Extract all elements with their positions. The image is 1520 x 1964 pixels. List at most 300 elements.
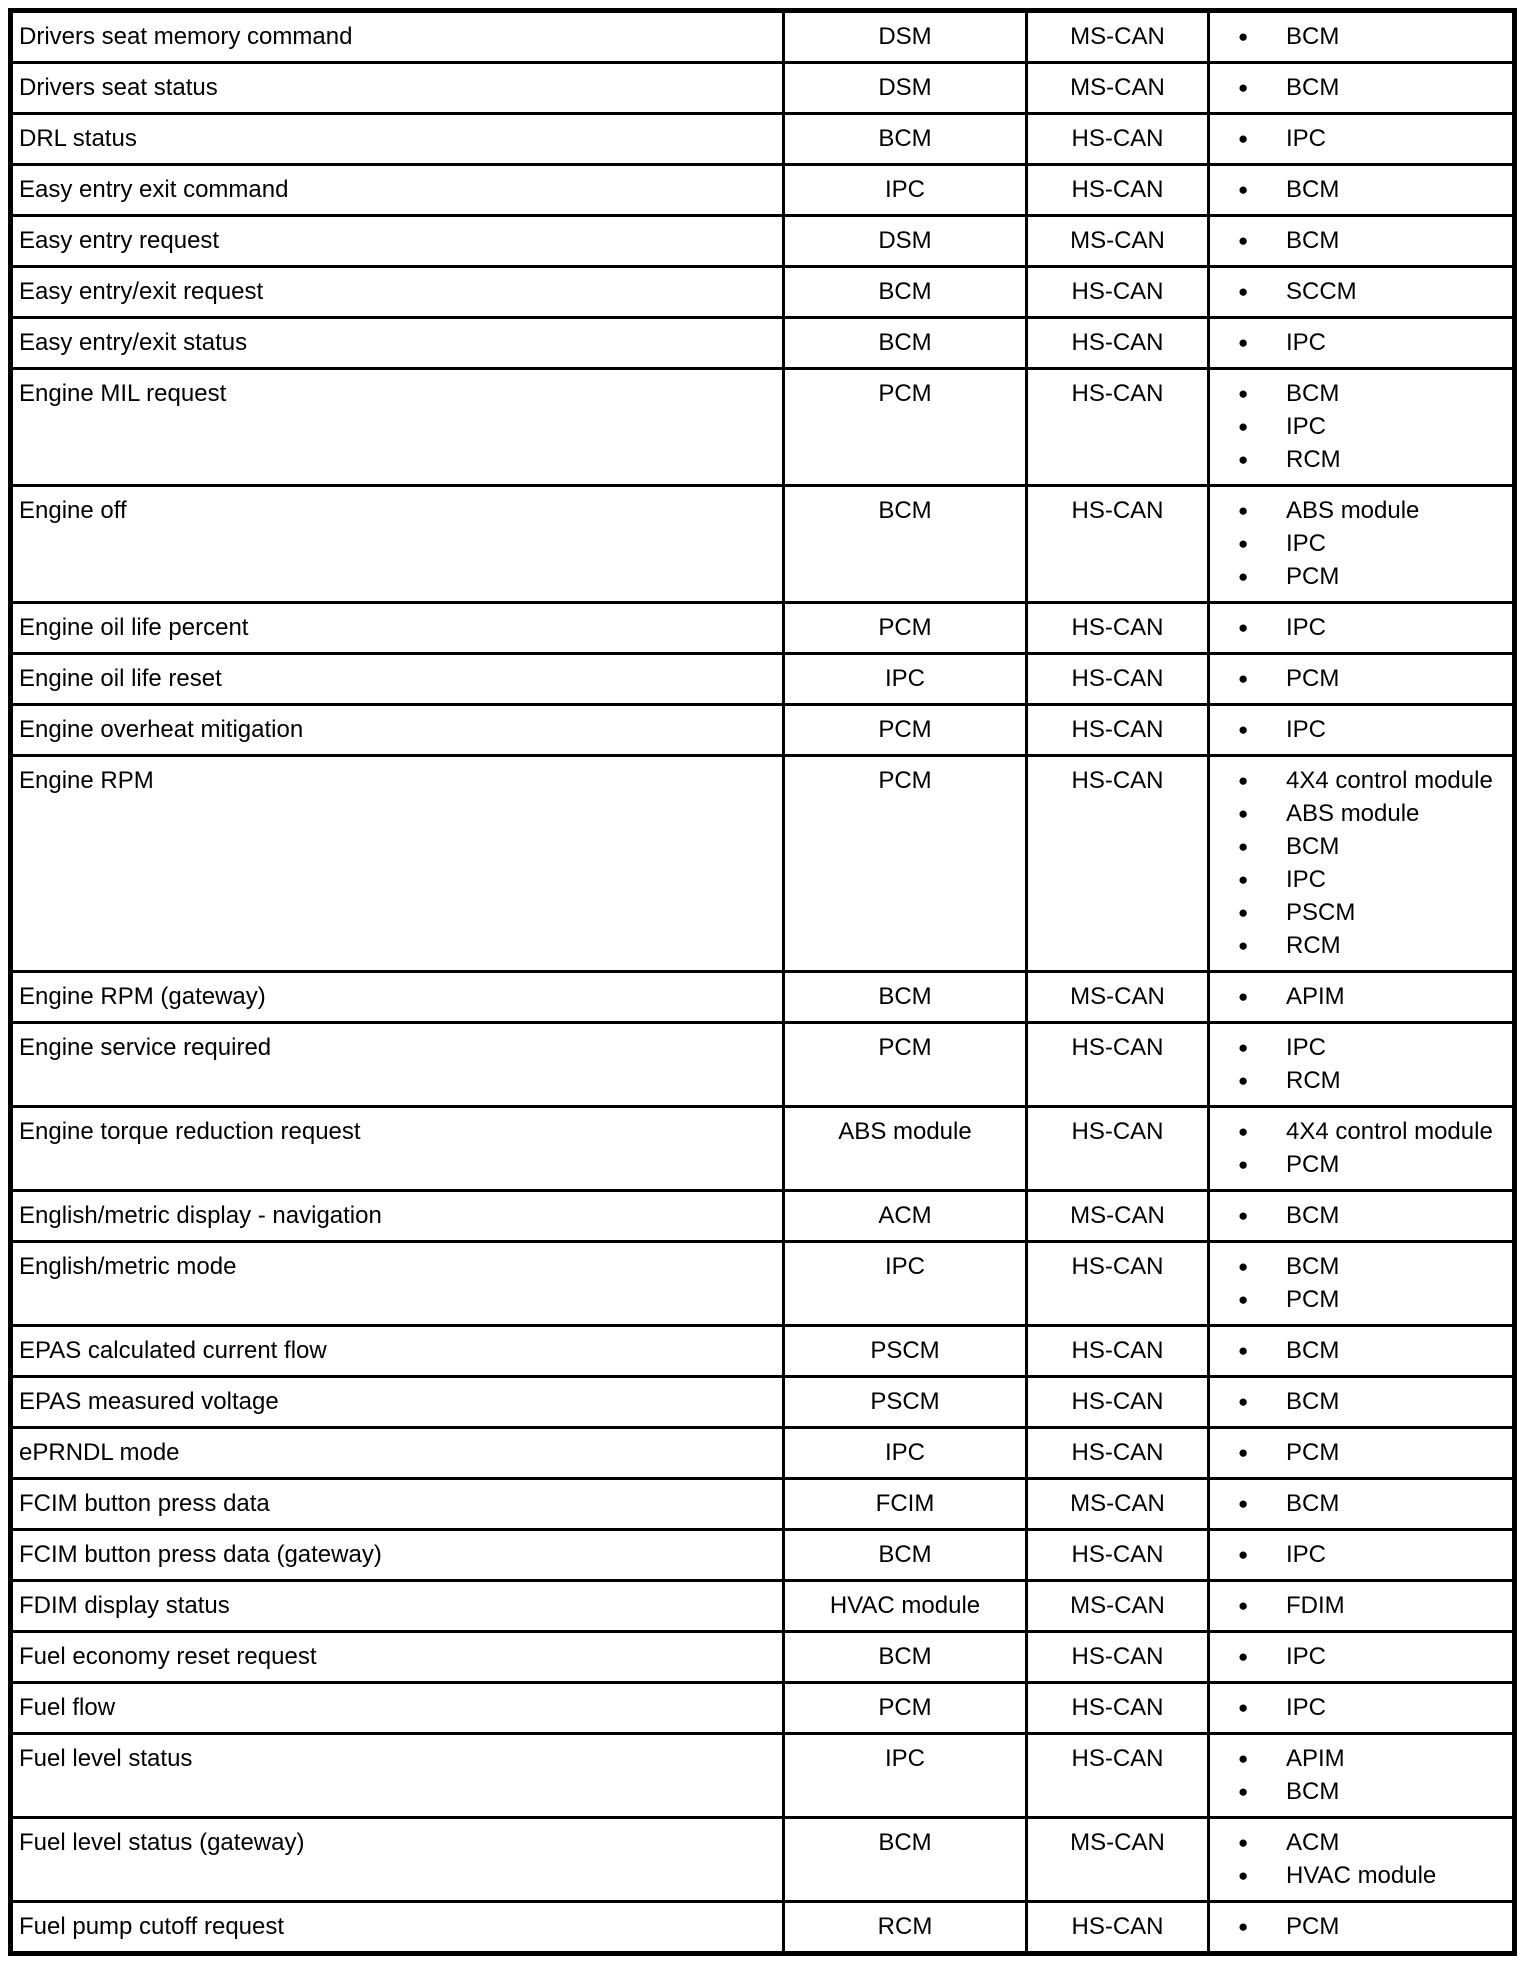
bullet-icon: ● bbox=[1238, 1698, 1249, 1717]
signal-name: Engine MIL request bbox=[19, 380, 227, 407]
signal-name-cell bbox=[11, 1191, 784, 1242]
network-type: HS-CAN bbox=[1071, 380, 1164, 407]
network-type-cell bbox=[1027, 369, 1209, 486]
receiver-list bbox=[1210, 1910, 1508, 1943]
network-type-cell bbox=[1027, 1479, 1209, 1530]
bullet-icon: ● bbox=[1238, 987, 1249, 1006]
bullet-icon: ● bbox=[1238, 1038, 1249, 1057]
source-module-cell bbox=[784, 705, 1027, 756]
receiver-item bbox=[1210, 224, 1508, 257]
signal-name: Easy entry request bbox=[19, 227, 220, 254]
table-row bbox=[11, 654, 1515, 705]
receiver-item bbox=[1210, 896, 1508, 929]
signal-name-cell bbox=[11, 1479, 784, 1530]
bullet-icon: ● bbox=[1238, 1155, 1249, 1174]
bullet-icon: ● bbox=[1238, 1257, 1249, 1276]
source-module: DSM bbox=[878, 227, 932, 254]
table-row bbox=[11, 1530, 1515, 1581]
receiver-list bbox=[1210, 71, 1508, 104]
network-type: HS-CAN bbox=[1071, 1034, 1164, 1061]
receiver-module: 4X4 control module bbox=[1286, 767, 1493, 794]
source-module-cell bbox=[784, 756, 1027, 972]
receiver-module: BCM bbox=[1286, 1490, 1340, 1517]
receiver-list bbox=[1210, 1640, 1508, 1673]
source-module: PCM bbox=[878, 1694, 932, 1721]
source-module: ACM bbox=[878, 1202, 932, 1229]
network-type-cell bbox=[1027, 1632, 1209, 1683]
receiver-module: RCM bbox=[1286, 1067, 1341, 1094]
network-type-cell bbox=[1027, 1023, 1209, 1107]
receiver-list bbox=[1210, 224, 1508, 257]
receiver-modules-cell bbox=[1209, 705, 1515, 756]
source-module-cell bbox=[784, 1530, 1027, 1581]
network-type-cell bbox=[1027, 1107, 1209, 1191]
network-type: HS-CAN bbox=[1071, 1439, 1164, 1466]
signal-name-cell bbox=[11, 756, 784, 972]
bullet-icon: ● bbox=[1238, 78, 1249, 97]
receiver-item bbox=[1210, 1487, 1508, 1520]
receiver-modules-cell bbox=[1209, 1581, 1515, 1632]
signal-name: ePRNDL mode bbox=[19, 1439, 180, 1466]
bullet-icon: ● bbox=[1238, 27, 1249, 46]
receiver-module: IPC bbox=[1286, 125, 1327, 152]
receiver-item bbox=[1210, 980, 1508, 1013]
receiver-modules-cell bbox=[1209, 114, 1515, 165]
receiver-item bbox=[1210, 1691, 1508, 1724]
table-row bbox=[11, 267, 1515, 318]
source-module: BCM bbox=[878, 1541, 932, 1568]
receiver-item bbox=[1210, 1589, 1508, 1622]
receiver-modules-cell bbox=[1209, 1902, 1515, 1954]
bullet-icon: ● bbox=[1238, 1071, 1249, 1090]
source-module: HVAC module bbox=[829, 1592, 981, 1619]
receiver-modules-cell bbox=[1209, 972, 1515, 1023]
table-row bbox=[11, 1377, 1515, 1428]
bullet-icon: ● bbox=[1238, 180, 1249, 199]
table-row bbox=[11, 1734, 1515, 1818]
receiver-item bbox=[1210, 443, 1508, 476]
signal-name-cell bbox=[11, 11, 784, 63]
bullet-icon: ● bbox=[1238, 1290, 1249, 1309]
bullet-icon: ● bbox=[1238, 1545, 1249, 1564]
source-module-cell bbox=[784, 1023, 1027, 1107]
bullet-icon: ● bbox=[1238, 1341, 1249, 1360]
source-module-cell bbox=[784, 1479, 1027, 1530]
receiver-item bbox=[1210, 560, 1508, 593]
receiver-item bbox=[1210, 1859, 1508, 1892]
source-module-cell bbox=[784, 216, 1027, 267]
receiver-item bbox=[1210, 1742, 1508, 1775]
receiver-list bbox=[1210, 713, 1508, 746]
table-row bbox=[11, 216, 1515, 267]
signal-name: Drivers seat status bbox=[19, 74, 218, 101]
table-row bbox=[11, 63, 1515, 114]
network-type-cell bbox=[1027, 63, 1209, 114]
table-row bbox=[11, 1479, 1515, 1530]
source-module: BCM bbox=[878, 497, 932, 524]
receiver-item bbox=[1210, 611, 1508, 644]
receiver-module: SCCM bbox=[1286, 278, 1357, 305]
receiver-item bbox=[1210, 494, 1508, 527]
signal-name-cell bbox=[11, 654, 784, 705]
network-type: HS-CAN bbox=[1071, 614, 1164, 641]
signal-name: Fuel level status bbox=[19, 1745, 193, 1772]
receiver-item bbox=[1210, 1538, 1508, 1571]
signal-name-cell bbox=[11, 486, 784, 603]
signal-name: DRL status bbox=[19, 125, 137, 152]
bullet-icon: ● bbox=[1238, 1596, 1249, 1615]
signal-name-cell bbox=[11, 1632, 784, 1683]
signal-name-cell bbox=[11, 165, 784, 216]
signal-name: Easy entry/exit status bbox=[19, 329, 248, 356]
receiver-modules-cell bbox=[1209, 756, 1515, 972]
bullet-icon: ● bbox=[1238, 870, 1249, 889]
receiver-modules-cell bbox=[1209, 1734, 1515, 1818]
receiver-item bbox=[1210, 1115, 1508, 1148]
source-module: BCM bbox=[878, 329, 932, 356]
signal-name: FDIM display status bbox=[19, 1592, 230, 1619]
signal-name: English/metric display - navigation bbox=[19, 1202, 382, 1229]
network-type: HS-CAN bbox=[1071, 1694, 1164, 1721]
receiver-module: BCM bbox=[1286, 1388, 1340, 1415]
receiver-module: PCM bbox=[1286, 563, 1340, 590]
network-type: MS-CAN bbox=[1070, 23, 1165, 50]
bullet-icon: ● bbox=[1238, 804, 1249, 823]
network-type: HS-CAN bbox=[1071, 1388, 1164, 1415]
source-module: BCM bbox=[878, 1829, 932, 1856]
bullet-icon: ● bbox=[1238, 1833, 1249, 1852]
signal-name: EPAS measured voltage bbox=[19, 1388, 279, 1415]
source-module: IPC bbox=[884, 176, 925, 203]
network-type-cell bbox=[1027, 1734, 1209, 1818]
receiver-modules-cell bbox=[1209, 1191, 1515, 1242]
network-type-cell bbox=[1027, 114, 1209, 165]
receiver-item bbox=[1210, 275, 1508, 308]
network-type-cell bbox=[1027, 165, 1209, 216]
signal-name: Fuel pump cutoff request bbox=[19, 1913, 285, 1940]
signal-name: Engine oil life percent bbox=[19, 614, 249, 641]
receiver-modules-cell bbox=[1209, 1479, 1515, 1530]
table-row bbox=[11, 114, 1515, 165]
receiver-module: IPC bbox=[1286, 329, 1327, 356]
receiver-modules-cell bbox=[1209, 318, 1515, 369]
receiver-list bbox=[1210, 1250, 1508, 1316]
receiver-module: BCM bbox=[1286, 380, 1340, 407]
receiver-item bbox=[1210, 929, 1508, 962]
table-row bbox=[11, 165, 1515, 216]
network-type-cell bbox=[1027, 1530, 1209, 1581]
table-row bbox=[11, 1023, 1515, 1107]
network-type-cell bbox=[1027, 1581, 1209, 1632]
bullet-icon: ● bbox=[1238, 1494, 1249, 1513]
table-row bbox=[11, 603, 1515, 654]
source-module-cell bbox=[784, 486, 1027, 603]
receiver-module: IPC bbox=[1286, 413, 1327, 440]
network-signal-table bbox=[8, 8, 1517, 1956]
receiver-module: BCM bbox=[1286, 1778, 1340, 1805]
signal-name-cell bbox=[11, 114, 784, 165]
receiver-module: PCM bbox=[1286, 1439, 1340, 1466]
receiver-module: IPC bbox=[1286, 1541, 1327, 1568]
network-type: HS-CAN bbox=[1071, 176, 1164, 203]
network-type: HS-CAN bbox=[1071, 665, 1164, 692]
table-row bbox=[11, 1107, 1515, 1191]
receiver-list bbox=[1210, 1742, 1508, 1808]
receiver-module: IPC bbox=[1286, 716, 1327, 743]
receiver-item bbox=[1210, 1385, 1508, 1418]
receiver-item bbox=[1210, 662, 1508, 695]
network-type-cell bbox=[1027, 1242, 1209, 1326]
source-module: DSM bbox=[878, 23, 932, 50]
receiver-list bbox=[1210, 1436, 1508, 1469]
receiver-modules-cell bbox=[1209, 486, 1515, 603]
signal-name-cell bbox=[11, 267, 784, 318]
receiver-item bbox=[1210, 1640, 1508, 1673]
source-module-cell bbox=[784, 369, 1027, 486]
signal-name-cell bbox=[11, 1326, 784, 1377]
receiver-modules-cell bbox=[1209, 1632, 1515, 1683]
source-module: BCM bbox=[878, 125, 932, 152]
bullet-icon: ● bbox=[1238, 903, 1249, 922]
signal-name-cell bbox=[11, 1683, 784, 1734]
network-type: HS-CAN bbox=[1071, 278, 1164, 305]
receiver-list bbox=[1210, 326, 1508, 359]
network-type: HS-CAN bbox=[1071, 1643, 1164, 1670]
receiver-modules-cell bbox=[1209, 1530, 1515, 1581]
receiver-list bbox=[1210, 377, 1508, 476]
source-module: IPC bbox=[884, 1745, 925, 1772]
receiver-list bbox=[1210, 1385, 1508, 1418]
signal-name: EPAS calculated current flow bbox=[19, 1337, 327, 1364]
bullet-icon: ● bbox=[1238, 1917, 1249, 1936]
network-type: HS-CAN bbox=[1071, 716, 1164, 743]
network-type: MS-CAN bbox=[1070, 1202, 1165, 1229]
signal-name-cell bbox=[11, 1023, 784, 1107]
receiver-list bbox=[1210, 1487, 1508, 1520]
receiver-item bbox=[1210, 527, 1508, 560]
source-module-cell bbox=[784, 1632, 1027, 1683]
signal-name: Easy entry/exit request bbox=[19, 278, 264, 305]
network-type-cell bbox=[1027, 1902, 1209, 1954]
receiver-list bbox=[1210, 1538, 1508, 1571]
receiver-list bbox=[1210, 662, 1508, 695]
receiver-module: RCM bbox=[1286, 446, 1341, 473]
signal-name: FCIM button press data bbox=[19, 1490, 270, 1517]
source-module-cell bbox=[784, 1428, 1027, 1479]
bullet-icon: ● bbox=[1238, 567, 1249, 586]
source-module: BCM bbox=[878, 983, 932, 1010]
table-body bbox=[11, 11, 1515, 1954]
network-type-cell bbox=[1027, 1818, 1209, 1902]
receiver-list bbox=[1210, 494, 1508, 593]
source-module-cell bbox=[784, 1191, 1027, 1242]
table-row bbox=[11, 972, 1515, 1023]
network-type-cell bbox=[1027, 1683, 1209, 1734]
receiver-list bbox=[1210, 1589, 1508, 1622]
receiver-item bbox=[1210, 173, 1508, 206]
receiver-modules-cell bbox=[1209, 1818, 1515, 1902]
table-row bbox=[11, 486, 1515, 603]
source-module-cell bbox=[784, 63, 1027, 114]
source-module-cell bbox=[784, 1902, 1027, 1954]
receiver-list bbox=[1210, 173, 1508, 206]
table-row bbox=[11, 369, 1515, 486]
signal-name: Engine RPM bbox=[19, 767, 154, 794]
signal-name-cell bbox=[11, 1734, 784, 1818]
receiver-modules-cell bbox=[1209, 1683, 1515, 1734]
receiver-item bbox=[1210, 764, 1508, 797]
receiver-item bbox=[1210, 326, 1508, 359]
table-row bbox=[11, 1902, 1515, 1954]
receiver-module: HVAC module bbox=[1286, 1862, 1437, 1889]
receiver-list bbox=[1210, 1199, 1508, 1232]
source-module-cell bbox=[784, 603, 1027, 654]
network-type: HS-CAN bbox=[1071, 1253, 1164, 1280]
receiver-item bbox=[1210, 797, 1508, 830]
receiver-modules-cell bbox=[1209, 1107, 1515, 1191]
network-type-cell bbox=[1027, 1428, 1209, 1479]
table-row bbox=[11, 1191, 1515, 1242]
receiver-modules-cell bbox=[1209, 369, 1515, 486]
bullet-icon: ● bbox=[1238, 384, 1249, 403]
signal-name-cell bbox=[11, 1377, 784, 1428]
source-module-cell bbox=[784, 165, 1027, 216]
source-module-cell bbox=[784, 318, 1027, 369]
table-row bbox=[11, 705, 1515, 756]
receiver-module: IPC bbox=[1286, 530, 1327, 557]
receiver-module: PCM bbox=[1286, 1151, 1340, 1178]
signal-name: Fuel flow bbox=[19, 1694, 116, 1721]
receiver-modules-cell bbox=[1209, 654, 1515, 705]
source-module-cell bbox=[784, 1377, 1027, 1428]
source-module: BCM bbox=[878, 278, 932, 305]
receiver-modules-cell bbox=[1209, 267, 1515, 318]
receiver-modules-cell bbox=[1209, 603, 1515, 654]
source-module-cell bbox=[784, 1581, 1027, 1632]
source-module-cell bbox=[784, 654, 1027, 705]
signal-name-cell bbox=[11, 1428, 784, 1479]
receiver-item bbox=[1210, 1436, 1508, 1469]
signal-name-cell bbox=[11, 318, 784, 369]
receiver-list bbox=[1210, 1115, 1508, 1181]
receiver-item bbox=[1210, 71, 1508, 104]
bullet-icon: ● bbox=[1238, 1206, 1249, 1225]
network-type-cell bbox=[1027, 486, 1209, 603]
source-module-cell bbox=[784, 1326, 1027, 1377]
receiver-module: ABS module bbox=[1286, 800, 1420, 827]
signal-name: Engine RPM (gateway) bbox=[19, 983, 266, 1010]
receiver-item bbox=[1210, 1283, 1508, 1316]
bullet-icon: ● bbox=[1238, 450, 1249, 469]
receiver-module: PCM bbox=[1286, 1286, 1340, 1313]
receiver-item bbox=[1210, 20, 1508, 53]
signal-name: English/metric mode bbox=[19, 1253, 237, 1280]
receiver-item bbox=[1210, 1031, 1508, 1064]
receiver-module: FDIM bbox=[1286, 1592, 1345, 1619]
signal-name-cell bbox=[11, 216, 784, 267]
source-module: IPC bbox=[884, 1439, 925, 1466]
bullet-icon: ● bbox=[1238, 534, 1249, 553]
signal-name-cell bbox=[11, 369, 784, 486]
receiver-module: BCM bbox=[1286, 74, 1340, 101]
signal-name-cell bbox=[11, 972, 784, 1023]
receiver-module: IPC bbox=[1286, 1034, 1327, 1061]
network-type: HS-CAN bbox=[1071, 125, 1164, 152]
signal-name-cell bbox=[11, 1530, 784, 1581]
receiver-module: BCM bbox=[1286, 1202, 1340, 1229]
receiver-modules-cell bbox=[1209, 1242, 1515, 1326]
receiver-module: APIM bbox=[1286, 1745, 1345, 1772]
receiver-list bbox=[1210, 980, 1508, 1013]
receiver-module: BCM bbox=[1286, 176, 1340, 203]
source-module: PCM bbox=[878, 380, 932, 407]
source-module-cell bbox=[784, 1818, 1027, 1902]
network-type: HS-CAN bbox=[1071, 1337, 1164, 1364]
table-row bbox=[11, 11, 1515, 63]
receiver-module: ACM bbox=[1286, 1829, 1340, 1856]
receiver-list bbox=[1210, 275, 1508, 308]
receiver-item bbox=[1210, 1334, 1508, 1367]
source-module-cell bbox=[784, 1242, 1027, 1326]
receiver-modules-cell bbox=[1209, 165, 1515, 216]
bullet-icon: ● bbox=[1238, 1122, 1249, 1141]
signal-name: Engine off bbox=[19, 497, 127, 524]
bullet-icon: ● bbox=[1238, 837, 1249, 856]
signal-name: Engine torque reduction request bbox=[19, 1118, 361, 1145]
network-type-cell bbox=[1027, 318, 1209, 369]
network-type-cell bbox=[1027, 267, 1209, 318]
signal-name-cell bbox=[11, 1818, 784, 1902]
source-module: PCM bbox=[878, 1034, 932, 1061]
receiver-module: RCM bbox=[1286, 932, 1341, 959]
receiver-item bbox=[1210, 1826, 1508, 1859]
signal-name-cell bbox=[11, 1242, 784, 1326]
receiver-module: ABS module bbox=[1286, 497, 1420, 524]
signal-name: Engine service required bbox=[19, 1034, 272, 1061]
table-row bbox=[11, 1683, 1515, 1734]
network-type: HS-CAN bbox=[1071, 1118, 1164, 1145]
receiver-item bbox=[1210, 713, 1508, 746]
signal-name: FCIM button press data (gateway) bbox=[19, 1541, 382, 1568]
receiver-modules-cell bbox=[1209, 216, 1515, 267]
network-type: MS-CAN bbox=[1070, 983, 1165, 1010]
receiver-item bbox=[1210, 1148, 1508, 1181]
source-module: IPC bbox=[884, 665, 925, 692]
table-row bbox=[11, 1428, 1515, 1479]
bullet-icon: ● bbox=[1238, 771, 1249, 790]
source-module-cell bbox=[784, 267, 1027, 318]
source-module: FCIM bbox=[875, 1490, 935, 1517]
bullet-icon: ● bbox=[1238, 333, 1249, 352]
receiver-modules-cell bbox=[1209, 1377, 1515, 1428]
bullet-icon: ● bbox=[1238, 669, 1249, 688]
signal-name-cell bbox=[11, 1107, 784, 1191]
receiver-module: 4X4 control module bbox=[1286, 1118, 1493, 1145]
network-type: HS-CAN bbox=[1071, 1541, 1164, 1568]
source-module: PCM bbox=[878, 767, 932, 794]
network-type-cell bbox=[1027, 216, 1209, 267]
network-type: HS-CAN bbox=[1071, 497, 1164, 524]
source-module: PCM bbox=[878, 614, 932, 641]
receiver-modules-cell bbox=[1209, 11, 1515, 63]
receiver-item bbox=[1210, 410, 1508, 443]
bullet-icon: ● bbox=[1238, 936, 1249, 955]
signal-name-cell bbox=[11, 1581, 784, 1632]
source-module: PCM bbox=[878, 716, 932, 743]
signal-name-cell bbox=[11, 705, 784, 756]
receiver-list bbox=[1210, 1691, 1508, 1724]
network-type-cell bbox=[1027, 705, 1209, 756]
